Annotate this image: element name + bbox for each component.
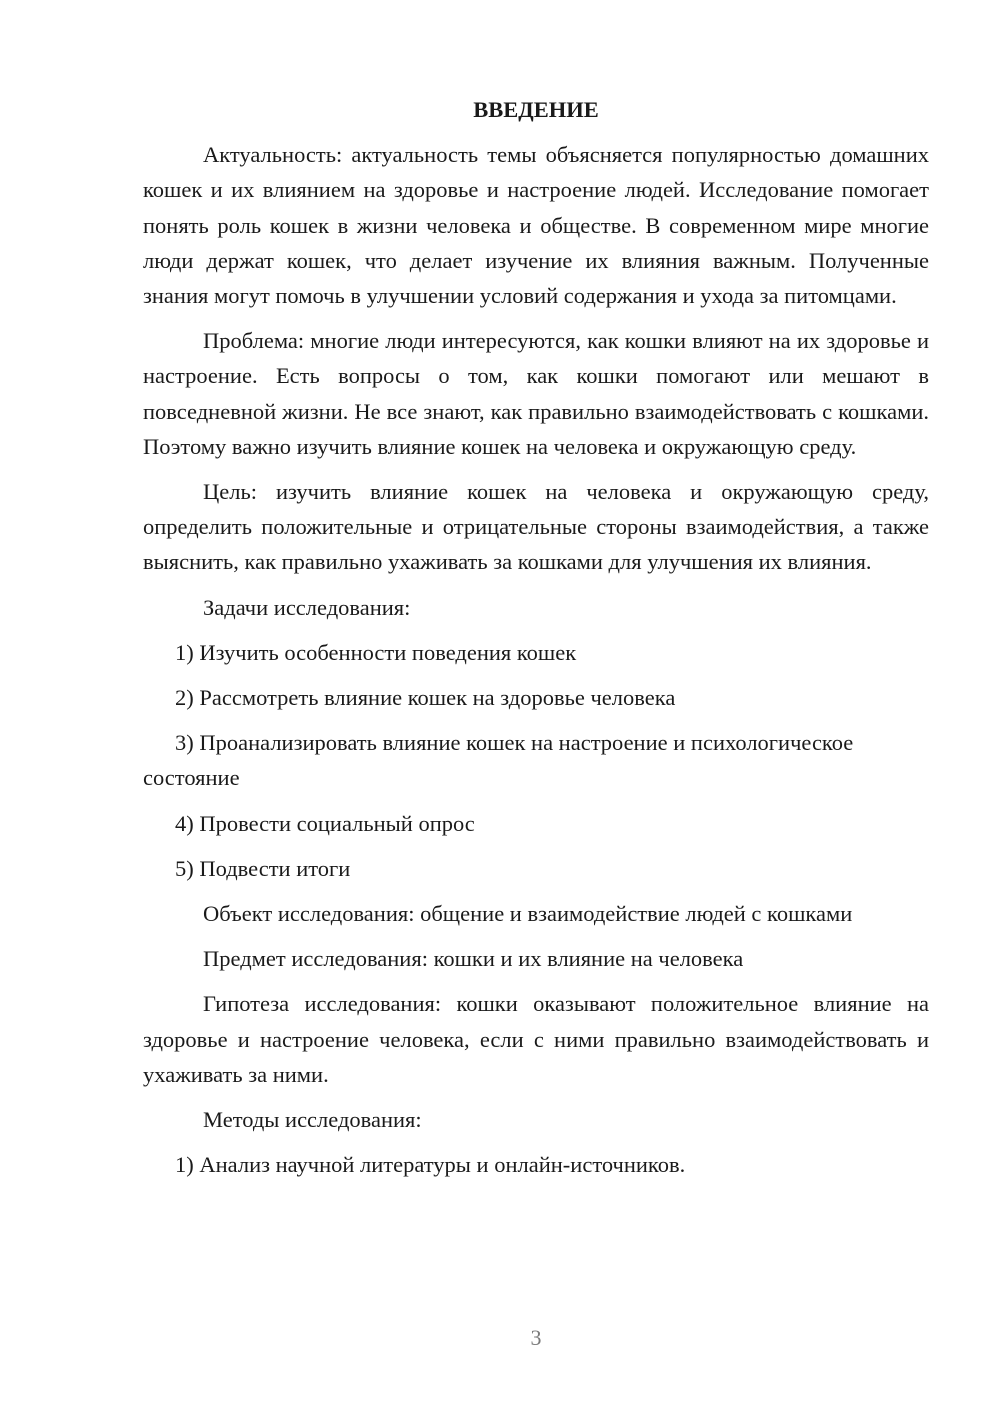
relevance-paragraph: Актуальность: актуальность темы объясняется популярностью домашних кошек и их влиянием на здоровье и настроение людей. Исследование помогает понять роль кошек в жизни человека и обществе. В современном мире многие люди держат кошек, что делает изучение их влияния важным. Полученные знания могут помочь в улучшении условий содержания и ухода за питомцами. — [143, 142, 929, 309]
tasks-heading: Задачи исследования: — [203, 594, 411, 620]
task-item: 4) Провести социальный опрос — [175, 810, 475, 836]
goal-paragraph: Цель: изучить влияние кошек на человека и окружающую среду, определить положительные и отрицательные стороны взаимодействия, а также выяснить, как правильно ухаживать за кошками для улучшения их влияния. — [143, 479, 929, 575]
section-title: ВВЕДЕНИЕ — [473, 97, 599, 122]
page-content — [143, 92, 929, 1192]
methods-heading: Методы исследования: — [203, 1107, 422, 1133]
task-item: 3) Проанализировать влияние кошек на настроение и психологическое состояние — [143, 730, 854, 791]
task-item: 2) Рассмотреть влияние кошек на здоровье человека — [175, 685, 676, 711]
object-paragraph: Объект исследования: общение и взаимодействие людей с кошками — [203, 901, 853, 927]
task-item: 1) Изучить особенности поведения кошек — [175, 639, 577, 665]
page-number: 3 — [530, 1325, 542, 1350]
task-item: 5) Подвести итоги — [175, 855, 351, 881]
hypothesis-paragraph: Гипотеза исследования: кошки оказывают положительное влияние на здоровье и настроение человека, если с ними правильно взаимодействовать и ухаживать за ними. — [143, 991, 929, 1087]
problem-paragraph: Проблема: многие люди интересуются, как кошки влияют на их здоровье и настроение. Есть вопросы о том, как кошки помогают или мешают в повседневной жизни. Не все знают, как правильно взаимодействовать с кошками. Поэтому важно изучить влияние кошек на человека и окружающую среду. — [143, 328, 929, 459]
subject-paragraph: Предмет исследования: кошки и их влияние на человека — [203, 946, 744, 972]
method-item: 1) Анализ научной литературы и онлайн-источников. — [175, 1152, 686, 1178]
